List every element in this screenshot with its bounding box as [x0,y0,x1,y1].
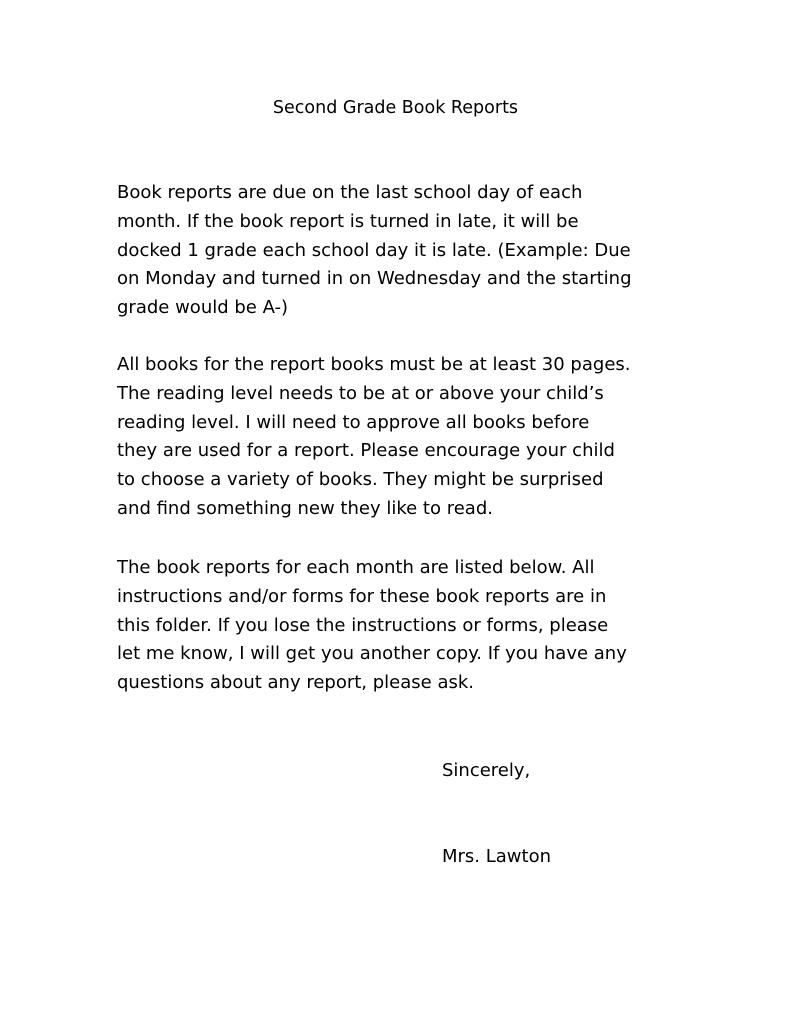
paragraph-line: this folder. If you lose the instructions or forms, please [117,614,609,636]
paragraph-line: The reading level needs to be at or above your child’s [117,382,604,404]
closing-salutation: Sincerely, [442,760,531,781]
paragraph-line: All books for the report books must be at least 30 pages. [117,354,631,375]
letter-title: Second Grade Book Reports [272,98,519,118]
paragraph-line: questions about any report, please ask. [117,672,475,694]
paragraph-line: on Monday and turned in on Wednesday and the starting [117,268,632,290]
paragraph-due-dates [117,179,707,323]
paragraph-line: month. If the book report is turned in late, it will be [117,210,579,232]
paragraph-line: The book reports for each month are listed below. All [117,557,595,578]
signature-name: Mrs. Lawton [442,846,552,867]
paragraph-line: reading level. I will need to approve all books before [117,411,590,433]
paragraph-line: let me know, I will get you another copy. If you have any [117,643,627,665]
paragraph-line: instructions and/or forms for these book reports are in [117,585,607,607]
paragraph-line: grade would be A-) [117,297,289,319]
paragraph-line: they are used for a report. Please encourage your child [117,440,615,462]
paragraph-line: Book reports are due on the last school day of each [117,182,583,203]
paragraph-line: and find something new they like to read. [117,497,493,519]
paragraph-line: to choose a variety of books. They might be surprised [117,469,604,491]
paragraph-line: docked 1 grade each school day it is late. (Example: Due [117,239,631,261]
paragraph-book-requirements [117,351,707,524]
paragraph-instructions [117,554,707,698]
